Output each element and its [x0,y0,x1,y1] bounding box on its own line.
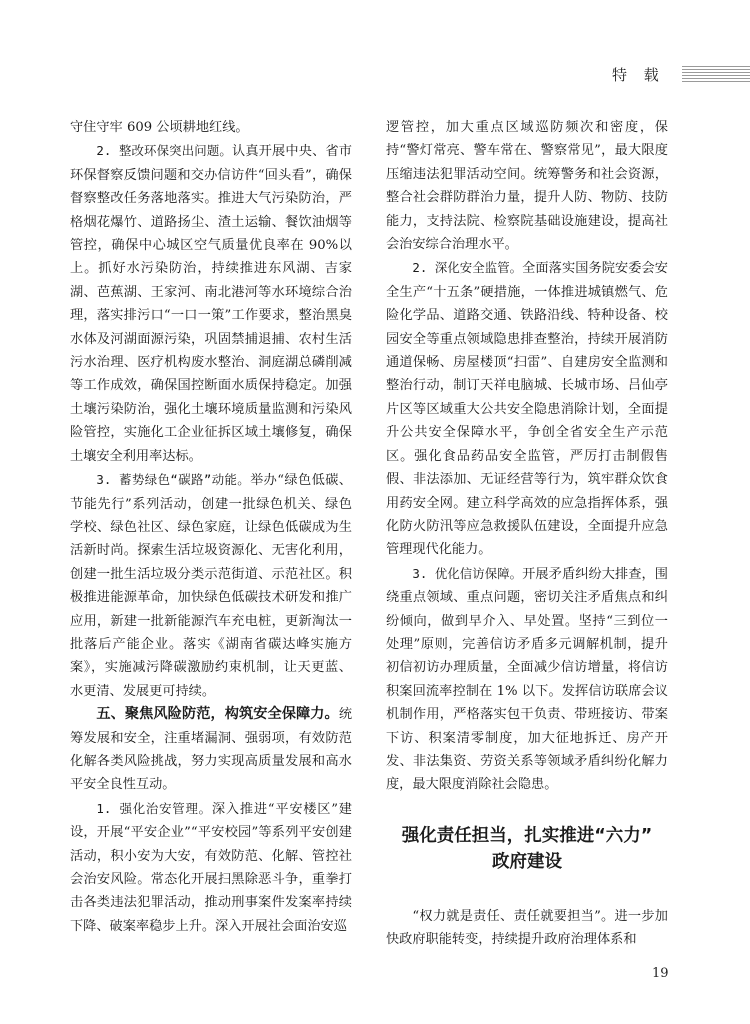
subheading: 2. 深化安全监管。 [412,260,523,276]
section-title-line: 强化责任担当，扎实推进“六力” [401,825,653,846]
subheading: 3. 优化信访保障。 [412,565,523,581]
paragraph [70,468,352,703]
page-number: 19 [652,966,669,981]
section-heading: 五、聚焦风险防范，构筑安全保障力。 [96,706,339,723]
paragraph: 逻管控，加大重点区域巡防频次和密度，保持“警灯常亮、警车常在、警察常见”，最大限度压缩违法犯罪活动空间。统筹警务和社会资源，整合社会群防群治力量，提升人防、物防、技防能力，支持法院、检察院基础设施建设，提高社会治安综合治理水平。 [386,120,668,253]
paragraph [386,562,668,797]
paragraph: 守住守牢 609 公顷耕地红线。 [70,120,249,135]
section-title-line: 政府建设 [492,851,562,872]
paragraph [386,256,668,561]
paragraph-body: 认真开展中央、省市环保督察反馈问题和交办信访件“回头看”，确保督察整改任务落地落实。推进大气污染防治，严格烟花爆竹、道路扬尘、渣土运输、餐饮油烟等管控，确保中心城区空气质量优良率在 90%以上。抓好水污染防治，持续推进东风湖、吉家湖、芭蕉湖、王家河、南北港河等水环境综合治理，落实排污口“一口一策”工作要求，整治黑臭水体及河湖面源污染，巩固禁捕退捕、农村生活污水治理、医疗机构废水整治、洞庭湖总磷削减等工作成效，确保国控断面水质保持稳定。加强土壤污染防治，强化土壤环境质量监测和污染风险管控，实施化工企业征拆区域土壤修复，确保土壤安全利用率达标。 [70,144,352,464]
header-decorative-stripes [682,66,750,84]
right-column [386,116,668,952]
section-title [386,823,668,875]
paragraph-body: 深入推进“平安楼区”建设，开展“平安企业”“平安校园”等系列平安创建活动，积小安为大安，有效防范、化解、管控社会治安风险。常态化开展扫黑除恶斗争，重拳打击各类违法犯罪活动，推动刑事案件发案率持续下降、破案率稳步上升。深入开展社会面治安巡 [70,801,352,934]
paragraph [70,703,352,797]
subheading: 1. 强化治安管理。 [96,800,212,816]
paragraph [70,139,352,468]
paragraph-body: 开展矛盾纠纷大排查，围绕重点领域、重点问题，密切关注矛盾焦点和纠纷倾向，做到早介入、早处置。坚持“三到位一处理”原则，完善信访矛盾多元调解机制，提升初信初访办理质量，全面减少信访增量，将信访积案回流率控制在 1% 以下。发挥信访联席会议机制作用，严格落实包干负责、带班接访、带案下访、积案清零制度，加大征地拆迁、房产开发、非法集资、劳资关系等领域矛盾纠纷化解力度，最大限度消除社会隐患。 [386,566,668,793]
paragraph: “权力就是责任、责任就要担当”。进一步加快政府职能转变，持续提升政府治理体系和 [386,908,668,948]
paragraph-body: 统筹发展和安全，注重堵漏洞、强弱项，有效防范化解各类风险挑战，努力实现高质量发展和高水平安全良性互动。 [70,707,352,793]
left-column [70,116,352,938]
paragraph-body: 举办“绿色低碳、节能先行”系列活动，创建一批绿色机关、绿色学校、绿色社区、绿色家庭，让绿色低碳成为生活新时尚。探索生活垃圾资源化、无害化利用，创建一批生活垃圾分类示范街道、示范社区。积极推进能源革命，加快绿色低碳技术研发和推广应用，新建一批新能源汽车充电桩，更新淘汰一批落后产能企业。落实《湖南省碳达峰实施方案》，实施减污降碳激励约束机制，让天更蓝、水更清、发展更可持续。 [70,473,352,699]
paragraph [70,797,352,938]
subheading: 3. 蓄势绿色“碳路”动能。 [96,472,251,488]
subheading: 2. 整改环保突出问题。 [96,143,232,159]
header-section-tag: 特 载 [612,66,665,84]
paragraph-body: 全面落实国务院安委会安全生产“十五条”硬措施，一体推进城镇燃气、危险化学品、道路交通、铁路沿线、特种设备、校园安全等重点领域隐患排查整治，持续开展消防通道保畅、房屋楼顶“扫雷”、自建房安全监测和整治行动，制订天祥电脑城、长城市场、吕仙亭片区等区域重大公共安全隐患消除计划，全面提升公共安全保障水平，争创全省安全生产示范区。强化食品药品安全监管，严厉打击制假售假、非法添加、无证经营等行为，筑牢群众饮食用药安全网。建立科学高效的应急指挥体系，强化防火防汛等应急救援队伍建设，全面提升应急管理现代化能力。 [386,261,668,558]
